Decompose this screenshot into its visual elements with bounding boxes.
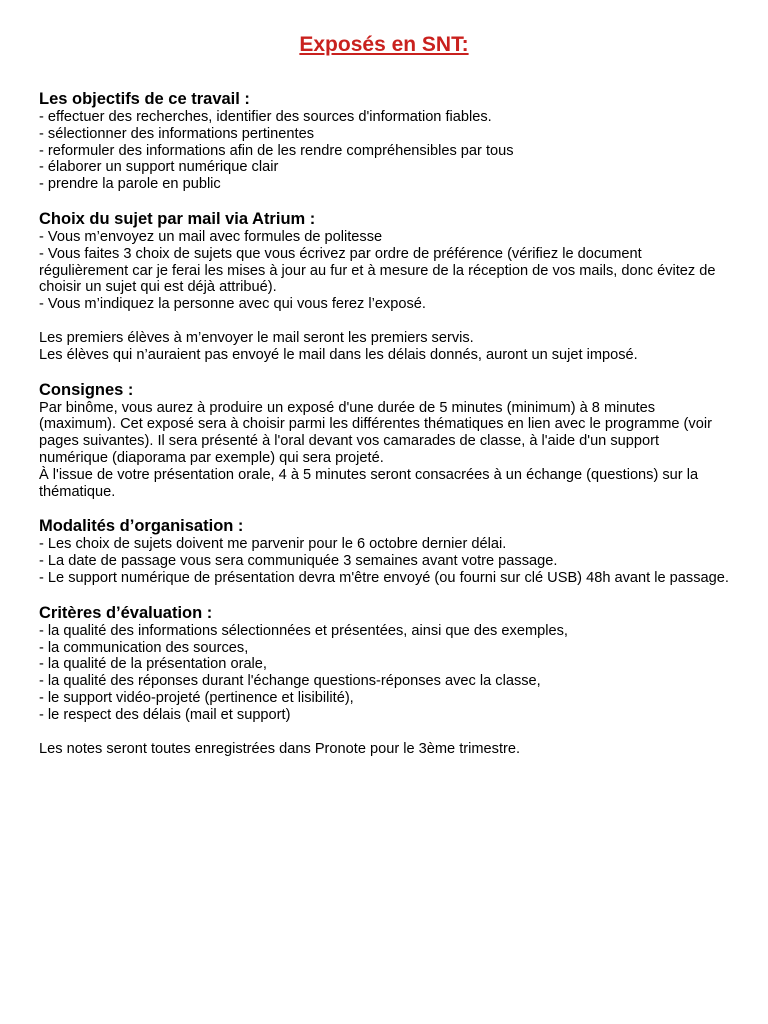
modalites-item: - Le support numérique de présentation devra m'être envoyé (ou fourni sur clé USB) 48h avant le passage. <box>39 569 729 586</box>
section-objectifs <box>39 90 729 193</box>
objectifs-item: - élaborer un support numérique clair <box>39 159 279 176</box>
choix-item: - Vous faites 3 choix de sujets que vous écrivez par ordre de préférence (vérifiez le document régulièrement car je ferai les mises à jour au fur et à mesure de la réception de vos mails, donc évitez de choisir un sujet qui est déjà attribué). <box>39 245 716 296</box>
criteres-item: - la qualité des réponses durant l'échange questions-réponses avec la classe, <box>39 673 541 690</box>
criteres-item: - le support vidéo-projeté (pertinence et lisibilité), <box>39 689 354 706</box>
document-title: Exposés en SNT: <box>299 33 469 56</box>
section-consignes <box>39 381 729 501</box>
premiers-paragraph: Les élèves qui n’auraient pas envoyé le mail dans les délais donnés, auront un sujet imposé. <box>39 346 638 363</box>
premiers-paragraph: Les premiers élèves à m’envoyer le mail seront les premiers servis. <box>39 329 474 346</box>
choix-item: - Vous m’envoyez un mail avec formules de politesse <box>39 228 383 245</box>
choix-heading: Choix du sujet par mail via Atrium : <box>39 209 316 228</box>
objectifs-item: - prendre la parole en public <box>39 176 221 193</box>
consignes-heading: Consignes : <box>39 380 134 399</box>
objectifs-item: - reformuler des informations afin de les rendre compréhensibles par tous <box>39 142 514 159</box>
criteres-item: - la qualité des informations sélectionnées et présentées, ainsi que des exemples, <box>39 622 568 639</box>
section-modalites <box>39 517 729 586</box>
modalites-item: - Les choix de sujets doivent me parvenir pour le 6 octobre dernier délai. <box>39 536 507 553</box>
section-notes <box>39 741 729 758</box>
section-premiers-servis <box>39 330 729 364</box>
objectifs-heading: Les objectifs de ce travail : <box>39 90 250 108</box>
criteres-item: - le respect des délais (mail et support) <box>39 706 291 723</box>
criteres-heading: Critères d’évaluation : <box>39 603 213 622</box>
notes-paragraph: Les notes seront toutes enregistrées dans Pronote pour le 3ème trimestre. <box>39 740 521 757</box>
objectifs-item: - effectuer des recherches, identifier des sources d'information fiables. <box>39 109 492 125</box>
criteres-item: - la qualité de la présentation orale, <box>39 656 267 673</box>
consignes-paragraph: Par binôme, vous aurez à produire un exposé d'une durée de 5 minutes (minimum) à 8 minutes (maximum). Cet exposé sera à choisir parmi les différentes thématiques en lien avec le programme (voir pages suivantes). Il sera présenté à l'oral devant vos camarades de classe, à l'aide d'un support numérique (diaporama par exemple) qui sera projeté. <box>39 399 712 466</box>
criteres-item: - la communication des sources, <box>39 639 249 656</box>
objectifs-item: - sélectionner des informations pertinentes <box>39 125 314 142</box>
modalites-heading: Modalités d’organisation : <box>39 517 244 536</box>
choix-item: - Vous m’indiquez la personne avec qui vous ferez l’exposé. <box>39 296 426 313</box>
section-criteres <box>39 604 729 724</box>
modalites-item: - La date de passage vous sera communiquée 3 semaines avant votre passage. <box>39 553 558 570</box>
consignes-paragraph: À l'issue de votre présentation orale, 4 à 5 minutes seront consacrées à un échange (questions) sur la thématique. <box>39 466 699 500</box>
section-choix-sujet <box>39 210 729 313</box>
